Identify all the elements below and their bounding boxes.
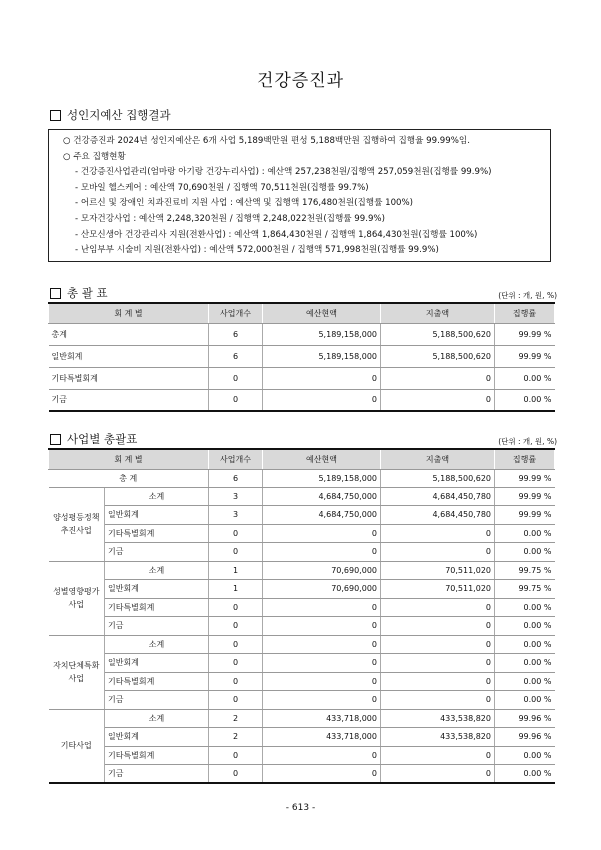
row-spent: 0 bbox=[381, 654, 495, 673]
table-row-subtotal bbox=[49, 709, 555, 728]
by-business-table bbox=[48, 448, 555, 784]
row-label: 소계 bbox=[105, 561, 209, 580]
row-budget: 0 bbox=[263, 635, 381, 654]
row-label: 기금 bbox=[105, 543, 209, 562]
row-label: 총 계 bbox=[49, 469, 209, 487]
section-heading-label: 성인지예산 집행결과 bbox=[67, 108, 171, 122]
row-budget: 70,690,000 bbox=[263, 580, 381, 599]
row-count: 0 bbox=[209, 672, 263, 691]
row-count: 0 bbox=[209, 389, 263, 411]
table-row-subtotal bbox=[49, 635, 555, 654]
table-row-total bbox=[49, 469, 555, 487]
row-spent: 4,684,450,780 bbox=[381, 506, 495, 525]
row-rate: 0.00 % bbox=[495, 672, 555, 691]
row-budget: 0 bbox=[263, 672, 381, 691]
row-count: 0 bbox=[209, 543, 263, 562]
row-label: 기타특별회계 bbox=[105, 598, 209, 617]
row-rate: 0.00 % bbox=[495, 635, 555, 654]
row-rate: 0.00 % bbox=[495, 654, 555, 673]
table-row bbox=[49, 598, 555, 617]
table-row bbox=[49, 345, 555, 367]
header-count: 사업개수 bbox=[209, 449, 263, 469]
row-budget: 4,684,750,000 bbox=[263, 487, 381, 506]
row-budget: 0 bbox=[263, 598, 381, 617]
summary-line: ○ 주요 집행현황 bbox=[63, 151, 126, 162]
row-rate: 99.99 % bbox=[495, 469, 555, 487]
row-spent: 0 bbox=[381, 524, 495, 543]
row-rate: 99.96 % bbox=[495, 709, 555, 728]
table-row-subtotal bbox=[49, 487, 555, 506]
row-spent: 5,188,500,620 bbox=[381, 323, 495, 345]
row-count: 1 bbox=[209, 580, 263, 599]
row-count: 0 bbox=[209, 654, 263, 673]
table-row bbox=[49, 367, 555, 389]
header-account: 회 계 별 bbox=[49, 449, 209, 469]
row-budget: 0 bbox=[263, 367, 381, 389]
summary-item: - 어르신 및 장애인 치과진료비 지원 사업 : 예산액 및 집행액 176,480천원(집행률 100%) bbox=[75, 198, 414, 209]
row-rate: 99.75 % bbox=[495, 561, 555, 580]
group-name: 자치단체특화 사업 bbox=[49, 635, 105, 709]
row-rate: 0.00 % bbox=[495, 367, 555, 389]
row-spent: 4,684,450,780 bbox=[381, 487, 495, 506]
row-count: 3 bbox=[209, 487, 263, 506]
row-budget: 433,718,000 bbox=[263, 709, 381, 728]
row-rate: 99.99 % bbox=[495, 345, 555, 367]
row-count: 0 bbox=[209, 691, 263, 710]
summary-box bbox=[48, 129, 551, 262]
table-row bbox=[49, 506, 555, 525]
row-count: 6 bbox=[209, 345, 263, 367]
row-label: 기타특별회계 bbox=[105, 746, 209, 765]
row-spent: 70,511,020 bbox=[381, 580, 495, 599]
row-spent: 0 bbox=[381, 765, 495, 784]
row-spent: 433,538,820 bbox=[381, 709, 495, 728]
row-label: 일반회계 bbox=[105, 654, 209, 673]
table-header-row bbox=[49, 303, 555, 323]
row-label: 일반회계 bbox=[105, 506, 209, 525]
row-count: 0 bbox=[209, 617, 263, 636]
table-row bbox=[49, 524, 555, 543]
row-label: 소계 bbox=[105, 709, 209, 728]
row-label: 일반회계 bbox=[105, 580, 209, 599]
table-row bbox=[49, 617, 555, 636]
row-label: 기금 bbox=[105, 691, 209, 710]
header-spent: 지출액 bbox=[381, 303, 495, 323]
row-label: 소계 bbox=[105, 487, 209, 506]
table-row bbox=[49, 728, 555, 747]
row-budget: 0 bbox=[263, 654, 381, 673]
table-row bbox=[49, 746, 555, 765]
section-heading-2 bbox=[50, 285, 108, 301]
header-count: 사업개수 bbox=[209, 303, 263, 323]
group-name: 기타사업 bbox=[49, 709, 105, 783]
row-label: 기금 bbox=[49, 389, 209, 411]
header-budget: 예산현액 bbox=[263, 449, 381, 469]
checkbox-square-icon bbox=[50, 288, 61, 299]
row-rate: 99.96 % bbox=[495, 728, 555, 747]
section-heading-3 bbox=[50, 431, 137, 447]
row-label: 기타특별회계 bbox=[105, 672, 209, 691]
row-rate: 0.00 % bbox=[495, 691, 555, 710]
row-label: 총계 bbox=[49, 323, 209, 345]
row-spent: 0 bbox=[381, 635, 495, 654]
row-count: 0 bbox=[209, 524, 263, 543]
row-spent: 433,538,820 bbox=[381, 728, 495, 747]
row-budget: 0 bbox=[263, 746, 381, 765]
row-budget: 0 bbox=[263, 765, 381, 784]
row-count: 0 bbox=[209, 367, 263, 389]
row-count: 0 bbox=[209, 746, 263, 765]
group-name: 성별영향평가 사업 bbox=[49, 561, 105, 635]
row-count: 0 bbox=[209, 598, 263, 617]
summary-item: - 모자건강사업 : 예산액 2,248,320천원 / 집행액 2,248,022천원(집행률 99.9%) bbox=[75, 213, 385, 224]
table-row bbox=[49, 580, 555, 599]
row-label: 일반회계 bbox=[49, 345, 209, 367]
header-rate: 집행률 bbox=[495, 303, 555, 323]
row-count: 6 bbox=[209, 323, 263, 345]
row-rate: 99.99 % bbox=[495, 506, 555, 525]
row-count: 0 bbox=[209, 765, 263, 784]
table-row bbox=[49, 765, 555, 784]
section-heading-label: 사업별 총괄표 bbox=[67, 432, 138, 446]
row-rate: 0.00 % bbox=[495, 617, 555, 636]
row-rate: 0.00 % bbox=[495, 746, 555, 765]
row-budget: 0 bbox=[263, 691, 381, 710]
table-row bbox=[49, 654, 555, 673]
header-spent: 지출액 bbox=[381, 449, 495, 469]
row-budget: 433,718,000 bbox=[263, 728, 381, 747]
row-budget: 0 bbox=[263, 389, 381, 411]
table-row-subtotal bbox=[49, 561, 555, 580]
summary-item: - 산모신생아 건강관리사 지원(전환사업) : 예산액 1,864,430천원 / 집행액 1,864,430천원(집행률 100%) bbox=[75, 229, 478, 240]
group-name: 양성평등정책 추진사업 bbox=[49, 487, 105, 561]
row-spent: 0 bbox=[381, 543, 495, 562]
row-spent: 0 bbox=[381, 691, 495, 710]
table-row bbox=[49, 323, 555, 345]
row-label: 소계 bbox=[105, 635, 209, 654]
row-spent: 5,188,500,620 bbox=[381, 469, 495, 487]
summary-line: ○ 건강증진과 2024년 성인지예산은 6개 사업 5,189백만원 편성 5,188백만원 집행하여 집행율 99.99%임. bbox=[63, 136, 470, 146]
row-label: 기타특별회계 bbox=[49, 367, 209, 389]
summary-item: - 건강증진사업관리(엄마랑 아기랑 건강누리사업) : 예산액 257,238천원/집행액 257,059천원(집행률 99.9%) bbox=[75, 167, 492, 178]
row-count: 2 bbox=[209, 709, 263, 728]
row-rate: 0.00 % bbox=[495, 765, 555, 784]
row-rate: 0.00 % bbox=[495, 543, 555, 562]
page-title: 건강증진과 bbox=[256, 71, 345, 91]
row-count: 0 bbox=[209, 635, 263, 654]
row-budget: 4,684,750,000 bbox=[263, 506, 381, 525]
row-count: 2 bbox=[209, 728, 263, 747]
row-spent: 5,188,500,620 bbox=[381, 345, 495, 367]
row-budget: 0 bbox=[263, 524, 381, 543]
row-count: 6 bbox=[209, 469, 263, 487]
row-label: 기금 bbox=[105, 765, 209, 784]
row-rate: 0.00 % bbox=[495, 524, 555, 543]
unit-note: (단위 : 개, 원, %) bbox=[498, 437, 557, 446]
row-spent: 0 bbox=[381, 367, 495, 389]
row-spent: 0 bbox=[381, 598, 495, 617]
row-count: 3 bbox=[209, 506, 263, 525]
summary-item: - 모바일 헬스케어 : 예산액 70,690천원 / 집행액 70,511천원(집행률 99.7%) bbox=[75, 182, 369, 193]
table-row bbox=[49, 543, 555, 562]
row-budget: 0 bbox=[263, 543, 381, 562]
row-budget: 0 bbox=[263, 617, 381, 636]
row-spent: 0 bbox=[381, 617, 495, 636]
row-label: 기타특별회계 bbox=[105, 524, 209, 543]
header-budget: 예산현액 bbox=[263, 303, 381, 323]
row-label: 기금 bbox=[105, 617, 209, 636]
section-heading-1 bbox=[50, 107, 171, 123]
overall-table bbox=[48, 302, 555, 412]
header-account: 회 계 별 bbox=[49, 303, 209, 323]
checkbox-square-icon bbox=[50, 434, 61, 445]
row-budget: 70,690,000 bbox=[263, 561, 381, 580]
row-rate: 0.00 % bbox=[495, 598, 555, 617]
row-budget: 5,189,158,000 bbox=[263, 469, 381, 487]
row-rate: 0.00 % bbox=[495, 389, 555, 411]
checkbox-square-icon bbox=[50, 110, 61, 121]
unit-note: (단위 : 개, 원, %) bbox=[498, 291, 557, 300]
row-budget: 5,189,158,000 bbox=[263, 323, 381, 345]
row-spent: 70,511,020 bbox=[381, 561, 495, 580]
row-count: 1 bbox=[209, 561, 263, 580]
row-rate: 99.99 % bbox=[495, 487, 555, 506]
table-row bbox=[49, 691, 555, 710]
header-rate: 집행률 bbox=[495, 449, 555, 469]
row-budget: 5,189,158,000 bbox=[263, 345, 381, 367]
row-label: 일반회계 bbox=[105, 728, 209, 747]
section-heading-label: 총 괄 표 bbox=[67, 286, 108, 300]
row-spent: 0 bbox=[381, 672, 495, 691]
table-row bbox=[49, 672, 555, 691]
row-rate: 99.99 % bbox=[495, 323, 555, 345]
row-spent: 0 bbox=[381, 746, 495, 765]
table-header-row bbox=[49, 449, 555, 469]
table-row bbox=[49, 389, 555, 411]
summary-item: - 난임부부 시술비 지원(전환사업) : 예산액 572,000천원 / 집행액 571,998천원(집행률 99.9%) bbox=[75, 245, 439, 256]
row-spent: 0 bbox=[381, 389, 495, 411]
page-number: - 613 - bbox=[285, 803, 316, 813]
row-rate: 99.75 % bbox=[495, 580, 555, 599]
